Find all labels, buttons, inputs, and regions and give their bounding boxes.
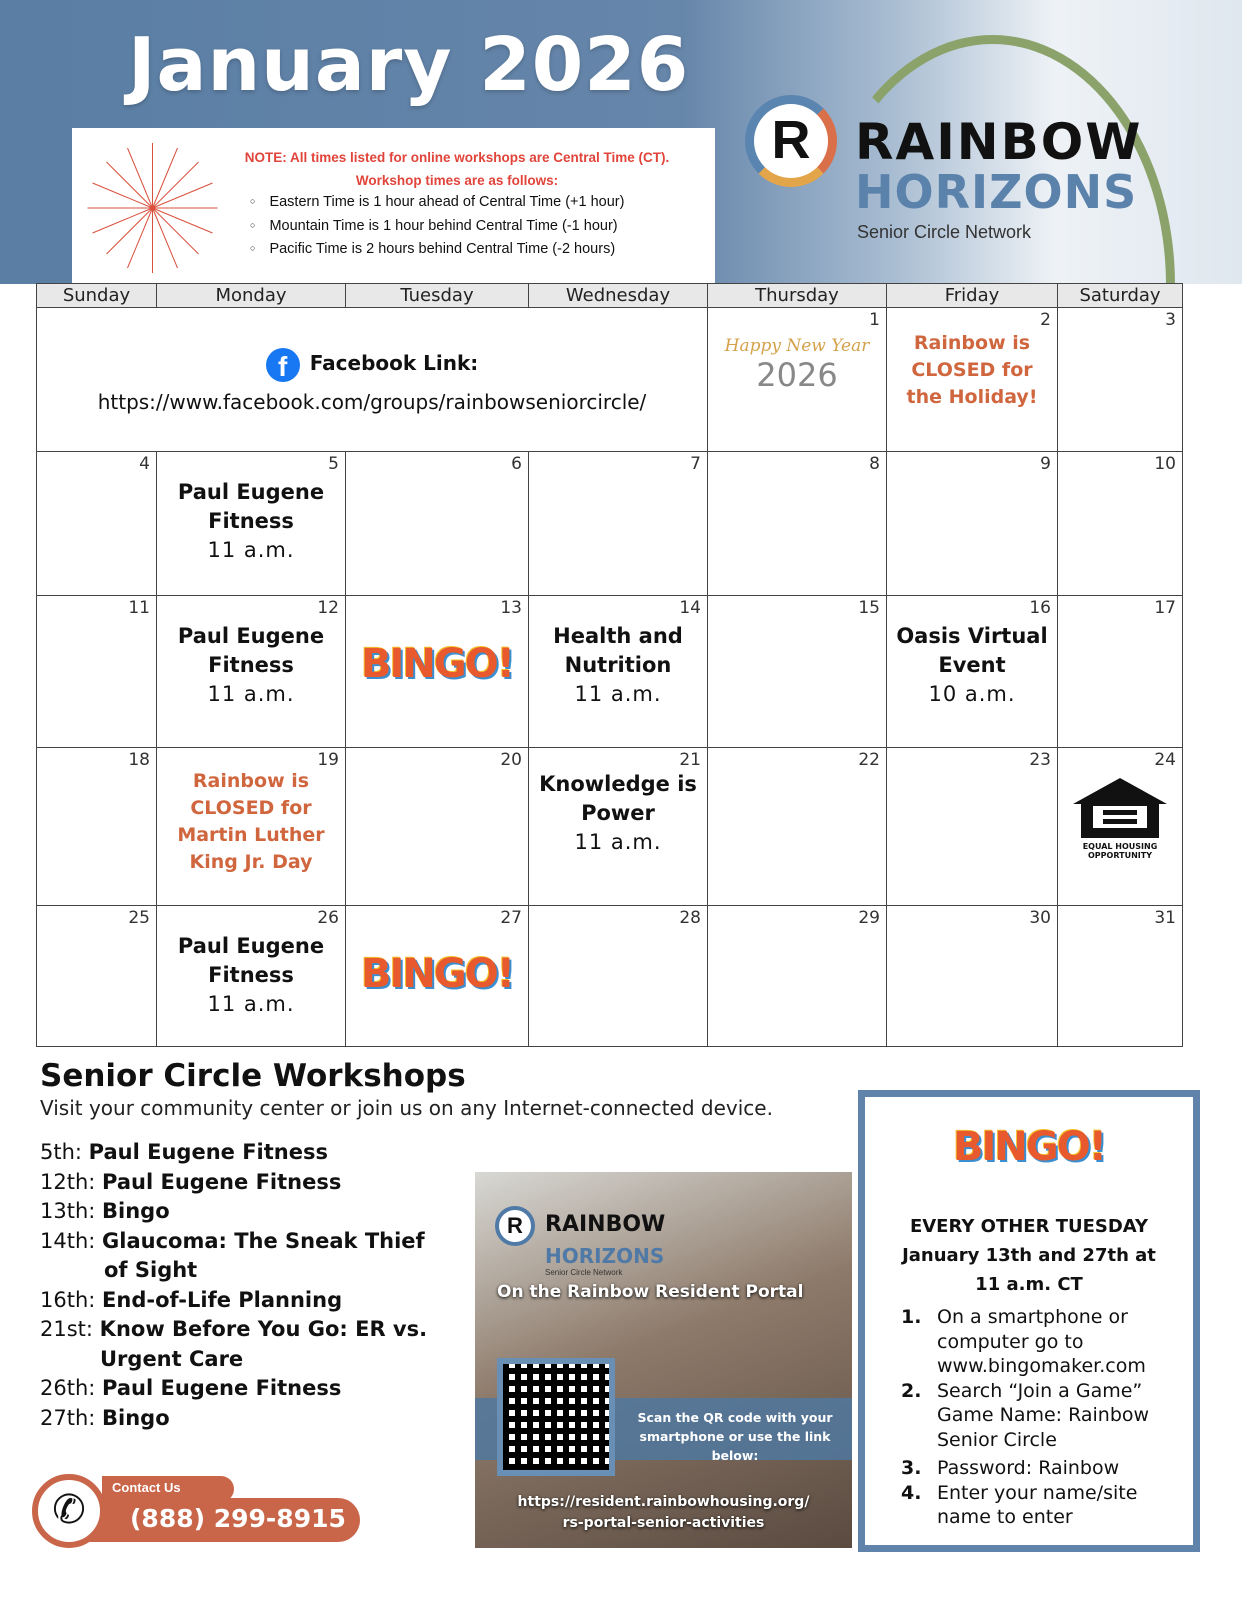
happy-new-year: Happy New Year bbox=[724, 336, 870, 356]
event-title: Power bbox=[581, 801, 655, 825]
event-title: Paul Eugene bbox=[177, 624, 325, 648]
event-title: Fitness bbox=[208, 653, 294, 677]
bingo-graphic bbox=[355, 636, 520, 706]
event-title: Fitness bbox=[208, 963, 294, 987]
step-number: 1. bbox=[901, 1306, 922, 1328]
calendar-day bbox=[708, 906, 887, 1047]
workshop-date: 14th: bbox=[40, 1228, 96, 1253]
calendar-day bbox=[887, 308, 1058, 452]
calendar-day bbox=[346, 906, 529, 1047]
workshop-date: 16th: bbox=[40, 1287, 96, 1312]
facebook-label: Facebook Link: bbox=[309, 351, 479, 375]
bingo-text: BINGO! bbox=[361, 641, 513, 687]
day-number: 27 bbox=[500, 908, 522, 928]
day-header: Thursday bbox=[708, 284, 887, 308]
day-number: 15 bbox=[858, 598, 880, 618]
bingo-steps bbox=[901, 1305, 1193, 1530]
event-title: Health and bbox=[553, 624, 683, 648]
list-item bbox=[901, 1305, 1193, 1379]
calendar-grid bbox=[36, 283, 1183, 1047]
day-number: 29 bbox=[858, 908, 880, 928]
day-number: 16 bbox=[1029, 598, 1051, 618]
event-time: 11 a.m. bbox=[207, 538, 295, 562]
bingo-dates: January 13th and 27th at bbox=[902, 1245, 1156, 1266]
event-time: 11 a.m. bbox=[207, 682, 295, 706]
workshop-title: Paul Eugene Fitness bbox=[102, 1169, 342, 1194]
calendar-day bbox=[37, 596, 157, 748]
day-number: 21 bbox=[679, 750, 701, 770]
day-number: 23 bbox=[1029, 750, 1051, 770]
logo-r-icon: R bbox=[495, 1206, 535, 1246]
day-number: 13 bbox=[500, 598, 522, 618]
calendar-day bbox=[887, 906, 1058, 1047]
day-number: 10 bbox=[1154, 454, 1176, 474]
event-time: 10 a.m. bbox=[928, 682, 1016, 706]
step-number: 4. bbox=[901, 1481, 922, 1504]
step-text: Enter your name/site name to enter bbox=[937, 1481, 1138, 1528]
calendar-day bbox=[887, 596, 1058, 748]
list-item bbox=[901, 1456, 1193, 1481]
event-title: Event bbox=[938, 653, 1006, 677]
timezone-list bbox=[250, 194, 624, 265]
calendar-day bbox=[708, 596, 887, 748]
event-time: 11 a.m. bbox=[207, 992, 295, 1016]
contact-label: Contact Us bbox=[112, 1480, 181, 1495]
day-number: 6 bbox=[511, 454, 522, 474]
day-header: Wednesday bbox=[529, 284, 708, 308]
list-item: ○ Mountain Time is 1 hour behind Central Time (-1 hour) bbox=[250, 218, 624, 242]
bingo-time: 11 a.m. CT bbox=[975, 1274, 1083, 1295]
day-number: 8 bbox=[869, 454, 880, 474]
poster-tagline: Senior Circle Network bbox=[545, 1268, 623, 1277]
calendar-day bbox=[708, 452, 887, 596]
calendar-day bbox=[157, 748, 346, 906]
workshop-title: Know Before You Go: ER vs. bbox=[99, 1317, 428, 1341]
day-number: 22 bbox=[858, 750, 880, 770]
calendar-day bbox=[1058, 596, 1183, 748]
portal-link[interactable] bbox=[475, 1492, 852, 1534]
step-text: Search “Join a Game” Game Name: Rainbow Senior Circle bbox=[937, 1379, 1150, 1451]
day-number: 26 bbox=[317, 908, 339, 928]
facebook-cell bbox=[37, 308, 708, 452]
workshop-date: 21st: bbox=[40, 1317, 93, 1341]
workshop-date: 13th: bbox=[40, 1199, 96, 1223]
portal-url-line[interactable]: rs-portal-senior-activities bbox=[562, 1515, 765, 1531]
day-number: 24 bbox=[1154, 750, 1176, 770]
bingo-heading: EVERY OTHER TUESDAY bbox=[909, 1216, 1149, 1237]
calendar-day bbox=[157, 452, 346, 596]
eho-text bbox=[1058, 842, 1182, 860]
facebook-icon: f bbox=[266, 348, 300, 382]
day-number: 5 bbox=[328, 454, 339, 474]
list-item bbox=[901, 1379, 1193, 1453]
list-item bbox=[40, 1138, 773, 1168]
note-subheading: Workshop times are as follows: bbox=[355, 173, 559, 188]
logo-rainbow: RAINBOW bbox=[855, 113, 1143, 171]
calendar-day bbox=[529, 748, 708, 906]
event-title: Paul Eugene bbox=[177, 480, 325, 504]
workshop-date: 5th: bbox=[40, 1140, 82, 1164]
workshop-date: 27th: bbox=[40, 1405, 96, 1430]
event-time: 11 a.m. bbox=[574, 830, 662, 854]
event-title: Fitness bbox=[208, 509, 294, 533]
workshop-date: 12th: bbox=[40, 1169, 96, 1194]
day-number: 19 bbox=[317, 750, 339, 770]
calendar-day bbox=[37, 748, 157, 906]
day-number: 9 bbox=[1040, 454, 1051, 474]
event-title: Knowledge is bbox=[539, 772, 697, 796]
poster-heading: On the Rainbow Resident Portal bbox=[497, 1282, 804, 1302]
closed-text: King Jr. Day bbox=[189, 851, 313, 873]
year-2026: 2026 bbox=[756, 356, 838, 394]
step-text: Password: Rainbow bbox=[937, 1457, 1120, 1479]
workshop-title: Bingo bbox=[102, 1405, 170, 1430]
day-number: 3 bbox=[1165, 310, 1176, 330]
calendar-day bbox=[37, 452, 157, 596]
calendar-day bbox=[346, 596, 529, 748]
day-number: 14 bbox=[679, 598, 701, 618]
poster-brand: RAINBOW bbox=[545, 1212, 666, 1237]
workshop-title: Bingo bbox=[102, 1199, 170, 1223]
step-number: 3. bbox=[901, 1457, 922, 1479]
workshops-title: Senior Circle Workshops bbox=[40, 1058, 466, 1094]
day-number: 31 bbox=[1154, 908, 1176, 928]
eho-line: OPPORTUNITY bbox=[1087, 851, 1152, 860]
logo-horizons: HORIZONS bbox=[855, 165, 1138, 219]
event-time: 11 a.m. bbox=[574, 682, 662, 706]
day-header: Saturday bbox=[1058, 284, 1183, 308]
bingo-text: BINGO! bbox=[953, 1124, 1105, 1170]
logo-tagline: Senior Circle Network bbox=[857, 222, 1032, 242]
calendar-day bbox=[887, 452, 1058, 596]
portal-url-line[interactable]: https://resident.rainbowhousing.org/ bbox=[517, 1494, 810, 1510]
event-title: Paul Eugene bbox=[177, 934, 325, 958]
workshop-title: Glaucoma: The Sneak Thief bbox=[102, 1228, 425, 1253]
day-number: 4 bbox=[139, 454, 150, 474]
page-title: January 2026 bbox=[128, 22, 690, 108]
calendar-day bbox=[529, 906, 708, 1047]
bingo-text: BINGO! bbox=[361, 951, 513, 997]
day-header: Friday bbox=[887, 284, 1058, 308]
workshop-title: Urgent Care bbox=[100, 1346, 244, 1371]
facebook-link[interactable]: https://www.facebook.com/groups/rainbowseniorcircle/ bbox=[97, 390, 647, 414]
poster-brand-2: HORIZONS bbox=[545, 1244, 665, 1268]
step-text: On a smartphone or computer go to www.bingomaker.com bbox=[937, 1306, 1146, 1377]
calendar-day bbox=[708, 308, 887, 452]
closed-text: CLOSED for bbox=[190, 797, 312, 819]
day-header: Tuesday bbox=[346, 284, 529, 308]
phone-icon: ✆ bbox=[32, 1474, 106, 1548]
day-number: 7 bbox=[690, 454, 701, 474]
closed-text: Martin Luther bbox=[177, 824, 325, 846]
timezone-note bbox=[72, 128, 715, 283]
day-number: 2 bbox=[1040, 310, 1051, 330]
equal-housing-icon bbox=[1071, 776, 1169, 838]
event-title: Oasis Virtual bbox=[896, 624, 1048, 648]
workshop-title: Paul Eugene Fitness bbox=[88, 1140, 328, 1164]
note-heading: NOTE: All times listed for online workshops are Central Time (CT). bbox=[244, 150, 670, 165]
closed-text: Rainbow is bbox=[192, 770, 310, 792]
day-number: 30 bbox=[1029, 908, 1051, 928]
bingo-info-box bbox=[858, 1090, 1200, 1552]
list-item: ○ Eastern Time is 1 hour ahead of Central Time (+1 hour) bbox=[250, 194, 624, 218]
list-item bbox=[901, 1481, 1193, 1530]
firework-icon bbox=[80, 138, 225, 278]
step-number: 2. bbox=[901, 1379, 922, 1402]
day-number: 25 bbox=[128, 908, 150, 928]
day-number: 28 bbox=[679, 908, 701, 928]
scan-instructions: Scan the QR code with your smartphone or use the link below: bbox=[637, 1410, 833, 1463]
calendar-day bbox=[887, 748, 1058, 906]
bingo-graphic bbox=[939, 1119, 1119, 1194]
calendar-day bbox=[1058, 748, 1183, 906]
day-number: 12 bbox=[317, 598, 339, 618]
qr-code[interactable] bbox=[497, 1358, 615, 1476]
day-number: 11 bbox=[128, 598, 150, 618]
closed-text: the Holiday! bbox=[906, 386, 1038, 408]
workshop-title: of Sight bbox=[104, 1258, 198, 1282]
calendar-day bbox=[529, 596, 708, 748]
closed-text: CLOSED for bbox=[911, 359, 1033, 381]
calendar-day bbox=[157, 596, 346, 748]
list-item: ○ Pacific Time is 2 hours behind Central Time (-2 hours) bbox=[250, 241, 624, 265]
calendar-day bbox=[1058, 906, 1183, 1047]
calendar-day bbox=[37, 906, 157, 1047]
calendar-day bbox=[346, 452, 529, 596]
calendar-day bbox=[1058, 308, 1183, 452]
workshop-title: End-of-Life Planning bbox=[102, 1287, 343, 1312]
calendar-day bbox=[346, 748, 529, 906]
calendar-day bbox=[157, 906, 346, 1047]
day-number: 1 bbox=[869, 310, 880, 330]
day-number: 20 bbox=[500, 750, 522, 770]
day-header: Monday bbox=[157, 284, 346, 308]
workshop-date: 26th: bbox=[40, 1376, 96, 1400]
day-header: Sunday bbox=[37, 284, 157, 308]
calendar-day bbox=[529, 452, 708, 596]
day-number: 17 bbox=[1154, 598, 1176, 618]
workshops-subtitle: Visit your community center or join us on any Internet-connected device. bbox=[40, 1096, 773, 1120]
calendar-day bbox=[1058, 452, 1183, 596]
resident-portal-poster bbox=[475, 1172, 852, 1548]
phone-number[interactable]: (888) 299-8915 bbox=[130, 1504, 346, 1533]
rainbow-horizons-logo bbox=[745, 35, 1185, 250]
eho-line: EQUAL HOUSING bbox=[1082, 842, 1158, 851]
bingo-schedule bbox=[865, 1212, 1193, 1299]
workshop-title: Paul Eugene Fitness bbox=[102, 1376, 342, 1400]
closed-text: Rainbow is bbox=[913, 332, 1031, 354]
calendar-day bbox=[708, 748, 887, 906]
event-title: Nutrition bbox=[564, 653, 672, 677]
day-number: 18 bbox=[128, 750, 150, 770]
header-banner bbox=[0, 0, 1242, 284]
logo-r-icon: R bbox=[745, 95, 837, 187]
contact-us bbox=[32, 1472, 362, 1548]
bingo-graphic bbox=[355, 946, 520, 1016]
